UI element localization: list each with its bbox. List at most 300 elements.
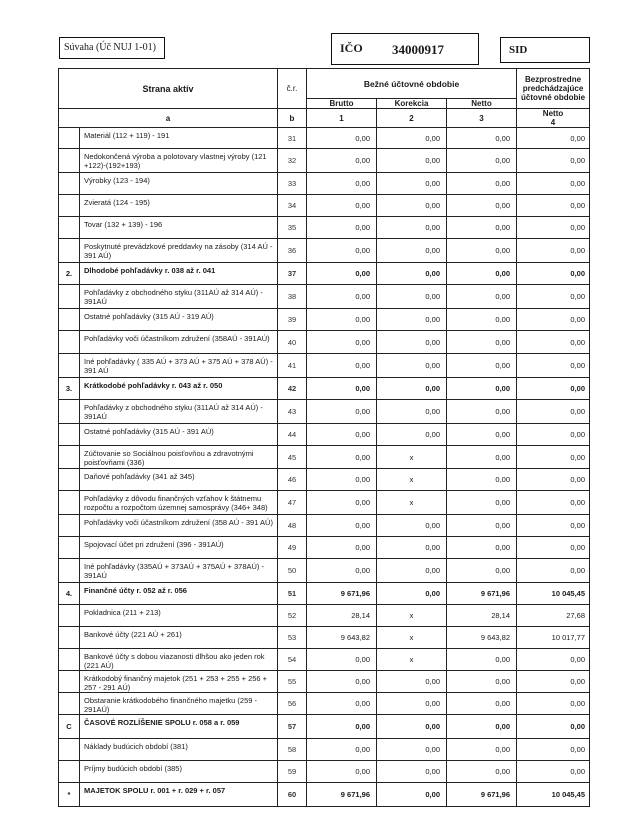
row-item-name: Príjmy budúcich období (385) [84,764,182,773]
row-brutto-cell [307,491,377,515]
row-section-number-cell [59,739,80,761]
table-row [59,605,590,627]
row-line-number-cell [278,739,307,761]
row-item-name-cell [80,149,278,173]
row-brutto-cell [307,515,377,537]
row-brutto: 9 671,96 [340,790,370,799]
row-netto-previous: 0,00 [570,543,586,552]
row-netto: 0,00 [495,269,511,278]
row-netto-cell [447,173,517,195]
row-netto-previous-cell [517,627,590,649]
table-row [59,693,590,715]
row-korekcia-cell [377,583,447,605]
row-brutto: 0,00 [355,315,370,324]
row-netto-cell [447,783,517,807]
row-netto-previous-cell [517,583,590,605]
header-netto: Netto [447,99,517,109]
row-netto-cell [447,446,517,469]
row-line-number: 60 [287,790,297,799]
row-netto: 0,00 [495,337,511,347]
row-netto-previous-cell [517,331,590,354]
row-netto: 0,00 [495,246,511,255]
row-item-name-cell [80,649,278,671]
row-brutto-cell [307,693,377,715]
row-section-number-cell [59,715,80,739]
row-netto: 0,00 [495,677,511,686]
row-item-name: Pohľadávky voči účastníkom združení (358AÚ - 391AÚ) [84,334,270,343]
row-netto-cell [447,149,517,173]
row-netto: 0,00 [495,655,511,664]
row-item-name-cell [80,559,278,583]
row-line-number-cell [278,783,307,807]
row-brutto-cell [307,469,377,491]
row-korekcia-cell [377,491,447,515]
row-section-number-cell [59,263,80,285]
row-section-number-cell [59,515,80,537]
row-netto: 9 671,96 [480,790,511,799]
header-row-number: č.r. [278,69,307,109]
row-line-number-cell [278,285,307,309]
row-section-number-cell [59,469,80,491]
row-netto-previous: 0,00 [570,156,586,165]
row-item-name-cell [80,605,278,627]
row-netto-cell [447,583,517,605]
row-line-number: 41 [287,361,297,370]
row-netto-previous-cell [517,761,590,783]
row-item-name: Materiál (112 + 119) - 191 [84,131,170,140]
row-netto-previous: 10 045,45 [551,790,586,799]
row-section-number-cell [59,285,80,309]
row-netto-previous: 0,00 [570,384,586,393]
row-brutto: 0,00 [355,475,370,484]
row-line-number-cell [278,491,307,515]
row-korekcia: 0,00 [425,745,440,754]
row-netto: 9 671,96 [480,589,511,598]
row-item-name: Iné pohľadávky (335AÚ + 373AÚ + 375AÚ + 378AÚ) - 391AÚ [84,562,265,580]
row-line-number: 46 [287,475,297,484]
table-row [59,354,590,378]
row-item-name-cell [80,627,278,649]
row-line-number-cell [278,649,307,671]
table-row [59,239,590,263]
row-line-number: 40 [287,337,297,347]
row-netto-previous-cell [517,285,590,309]
row-line-number-cell [278,671,307,693]
row-section-number-cell [59,761,80,783]
table-row [59,583,590,605]
row-korekcia-cell [377,331,447,354]
row-line-number-cell [278,331,307,354]
row-line-number-cell [278,446,307,469]
table-row [59,469,590,491]
row-netto-cell [447,761,517,783]
row-netto-previous: 0,00 [570,133,586,143]
row-korekcia: 0,00 [425,133,440,143]
row-korekcia-cell [377,627,447,649]
row-brutto-cell [307,627,377,649]
row-korekcia: 0,00 [425,223,440,232]
row-korekcia: 0,00 [425,566,440,575]
row-brutto: 0,00 [355,699,370,708]
row-item-name-cell [80,739,278,761]
row-netto: 0,00 [495,699,511,708]
row-netto: 0,00 [495,201,511,210]
row-line-number: 45 [287,452,297,462]
row-netto-previous-cell [517,239,590,263]
row-line-number-cell [278,693,307,715]
row-section-number: * [67,790,71,799]
row-line-number: 57 [287,722,297,731]
row-section-number-cell [59,649,80,671]
row-brutto-cell [307,761,377,783]
row-korekcia-cell [377,309,447,331]
table-row [59,649,590,671]
row-korekcia: 0,00 [425,246,440,255]
row-netto-cell [447,331,517,354]
row-netto-previous-cell [517,400,590,424]
row-brutto-cell [307,783,377,807]
row-netto-previous: 0,00 [570,407,586,416]
row-line-number-cell [278,583,307,605]
row-korekcia: 0,00 [425,315,440,324]
row-netto-cell [447,263,517,285]
table-row [59,128,590,149]
row-netto-previous-cell [517,559,590,583]
row-line-number-cell [278,424,307,446]
row-line-number-cell [278,469,307,491]
row-netto-cell [447,309,517,331]
index-a: a [59,109,278,128]
index-3: 3 [447,109,517,128]
row-brutto-cell [307,149,377,173]
row-line-number: 33 [287,179,297,188]
row-item-name-cell [80,693,278,715]
row-line-number: 49 [287,543,297,552]
row-netto-cell [447,378,517,400]
row-item-name-cell [80,715,278,739]
table-row [59,173,590,195]
row-brutto: 0,00 [355,543,370,552]
row-item-name-cell [80,285,278,309]
row-netto: 0,00 [495,430,511,439]
table-row [59,739,590,761]
row-netto-cell [447,128,517,149]
row-korekcia: x [409,633,414,642]
row-line-number-cell [278,128,307,149]
row-netto-cell [447,354,517,378]
row-line-number: 50 [287,566,297,575]
row-line-number: 59 [287,767,297,776]
row-brutto: 0,00 [355,384,370,393]
row-brutto: 0,00 [355,767,370,776]
row-line-number-cell [278,378,307,400]
row-korekcia: 0,00 [425,361,440,370]
row-netto-previous-cell [517,309,590,331]
row-korekcia: x [409,475,414,484]
table-row [59,217,590,239]
row-korekcia-cell [377,217,447,239]
row-netto-previous: 0,00 [570,269,586,278]
row-netto-previous: 0,00 [570,315,586,324]
row-netto-previous: 0,00 [570,699,586,708]
row-section-number-cell [59,671,80,693]
row-line-number-cell [278,715,307,739]
row-netto-cell [447,239,517,263]
row-netto-previous-cell [517,354,590,378]
table-row [59,285,590,309]
row-brutto: 0,00 [355,292,370,301]
row-netto-previous: 0,00 [570,722,586,731]
row-line-number: 32 [287,156,297,165]
row-brutto-cell [307,605,377,627]
row-item-name-cell [80,331,278,354]
table-row [59,627,590,649]
row-section-number-cell [59,195,80,217]
row-netto-previous-cell [517,263,590,285]
row-line-number-cell [278,761,307,783]
row-korekcia: x [409,655,414,664]
row-brutto: 0,00 [355,430,370,439]
row-line-number-cell [278,515,307,537]
row-item-name: Pohľadávky z obchodného styku (311AÚ až 314 AÚ) - 391AÚ [84,288,263,306]
table-row [59,149,590,173]
row-brutto: 0,00 [355,566,370,575]
row-netto-previous: 0,00 [570,498,586,507]
row-korekcia-cell [377,446,447,469]
row-line-number: 52 [287,611,297,620]
row-netto: 0,00 [495,566,511,575]
row-item-name-cell [80,469,278,491]
row-korekcia: 0,00 [425,767,440,776]
row-line-number: 34 [287,201,297,210]
row-netto-previous: 0,00 [570,566,586,575]
index-1: 1 [307,109,377,128]
row-netto-previous: 0,00 [570,677,586,686]
row-korekcia-cell [377,378,447,400]
row-netto-previous-cell [517,715,590,739]
row-korekcia-cell [377,128,447,149]
row-netto: 0,00 [495,498,511,507]
row-line-number: 35 [287,223,297,232]
row-korekcia: 0,00 [425,201,440,210]
row-brutto-cell [307,309,377,331]
row-korekcia: 0,00 [425,292,440,301]
table-row [59,491,590,515]
row-line-number-cell [278,195,307,217]
row-brutto-cell [307,400,377,424]
row-item-name: Pohľadávky z dôvodu finančných vzťahov k štátnemu rozpočtu a rozpočtom územnej samosprávy (346+ 348) [84,494,268,512]
row-section-number: 3. [65,384,73,393]
row-line-number-cell [278,354,307,378]
row-line-number-cell [278,537,307,559]
row-brutto-cell [307,195,377,217]
row-netto: 0,00 [495,156,511,165]
row-netto-previous-cell [517,515,590,537]
row-item-name-cell [80,239,278,263]
row-brutto: 9 643,82 [340,633,370,642]
row-item-name-cell [80,761,278,783]
row-korekcia-cell [377,354,447,378]
row-line-number: 38 [287,292,297,301]
row-section-number-cell [59,693,80,715]
row-netto-previous: 0,00 [570,452,586,462]
row-line-number: 53 [287,633,297,642]
row-netto-cell [447,559,517,583]
row-section-number-cell [59,491,80,515]
row-section-number: 2. [65,269,73,278]
row-section-number-cell [59,559,80,583]
row-line-number: 58 [287,745,297,754]
ico-value: 34000917 [392,42,444,57]
header-brutto: Brutto [307,99,377,109]
row-netto: 9 643,82 [480,633,511,642]
row-netto: 28,14 [491,611,511,620]
row-netto-previous-cell [517,783,590,807]
row-item-name-cell [80,263,278,285]
row-netto-previous: 0,00 [570,292,586,301]
row-section-number-cell [59,537,80,559]
row-section-number-cell [59,354,80,378]
table-row [59,195,590,217]
row-netto-previous: 10 017,77 [551,633,586,642]
row-brutto-cell [307,424,377,446]
row-brutto: 0,00 [355,677,370,686]
table-body [59,128,590,807]
row-brutto: 0,00 [355,201,370,210]
row-item-name-cell [80,537,278,559]
row-netto-cell [447,400,517,424]
row-brutto: 0,00 [355,452,370,462]
table-row [59,424,590,446]
row-line-number-cell [278,627,307,649]
row-section-number-cell [59,605,80,627]
row-section-number-cell [59,331,80,354]
row-korekcia: 0,00 [425,722,440,731]
row-brutto-cell [307,285,377,309]
row-brutto: 0,00 [355,521,370,530]
row-line-number: 44 [287,430,297,439]
row-korekcia-cell [377,424,447,446]
row-item-name-cell [80,491,278,515]
row-line-number: 36 [287,246,297,255]
row-line-number-cell [278,605,307,627]
row-brutto: 0,00 [355,498,370,507]
row-section-number-cell [59,783,80,807]
row-item-name: Pohľadávky voči účastníkom združení (358 AÚ - 391 AÚ) [84,518,273,527]
row-netto-cell [447,469,517,491]
row-netto-previous-cell [517,217,590,239]
row-korekcia-cell [377,469,447,491]
row-section-number-cell [59,173,80,195]
index-b: b [278,109,307,128]
row-section-number-cell [59,627,80,649]
row-item-name-cell [80,309,278,331]
row-section-number-cell [59,217,80,239]
row-netto-previous-cell [517,378,590,400]
header-korekcia: Korekcia [377,99,447,109]
table-row [59,559,590,583]
row-netto-previous-cell [517,649,590,671]
row-netto-cell [447,491,517,515]
row-netto-cell [447,649,517,671]
row-item-name-cell [80,354,278,378]
row-line-number: 31 [287,133,297,143]
row-brutto: 0,00 [355,269,370,278]
row-korekcia-cell [377,239,447,263]
row-korekcia: 0,00 [425,179,440,188]
sid-box [500,37,590,63]
row-korekcia-cell [377,739,447,761]
row-korekcia: x [409,611,414,620]
row-korekcia-cell [377,715,447,739]
row-item-name-cell [80,128,278,149]
row-netto-cell [447,424,517,446]
row-brutto-cell [307,378,377,400]
row-item-name: Poskytnuté prevádzkové preddavky na zásoby (314 AÚ - 391 AÚ) [84,242,273,260]
row-line-number: 48 [287,521,297,530]
row-item-name: Zvieratá (124 - 195) [84,198,150,207]
row-brutto: 0,00 [355,655,370,664]
row-item-name-cell [80,671,278,693]
row-netto-previous-cell [517,491,590,515]
row-item-name: Finančné účty r. 052 až r. 056 [84,586,187,595]
row-section-number: 4. [65,589,73,598]
row-line-number: 37 [287,269,297,278]
row-line-number: 56 [287,699,297,708]
row-item-name: Spojovací účet pri združení (396 - 391AÚ) [84,540,224,549]
header-netto-prev-label: Netto [542,109,564,118]
ico-box [331,33,479,65]
row-item-name: Náklady budúcich období (381) [84,742,188,751]
row-korekcia: 0,00 [425,589,440,598]
row-korekcia-cell [377,515,447,537]
row-line-number: 55 [287,677,297,686]
row-item-name: Daňové pohľadávky (341 až 345) [84,472,195,481]
row-korekcia-cell [377,761,447,783]
row-netto-cell [447,537,517,559]
row-netto: 0,00 [495,452,511,462]
row-netto-previous: 0,00 [570,223,586,232]
balance-sheet-assets-table [58,68,590,807]
table-row [59,515,590,537]
row-item-name: Pokladnica (211 + 213) [84,608,161,617]
row-korekcia: 0,00 [425,790,440,799]
table-row [59,263,590,285]
header-netto-previous [517,109,590,128]
row-brutto: 0,00 [355,407,370,416]
row-korekcia-cell [377,783,447,807]
row-korekcia: 0,00 [425,543,440,552]
row-korekcia-cell [377,605,447,627]
row-line-number: 42 [287,384,297,393]
row-netto: 0,00 [495,361,511,370]
row-korekcia: 0,00 [425,677,440,686]
row-korekcia: x [409,452,414,462]
row-item-name-cell [80,378,278,400]
row-section-number-cell [59,239,80,263]
row-brutto-cell [307,649,377,671]
row-netto: 0,00 [495,384,511,393]
row-item-name: Bankové účty s dobou viazanosti dlhšou ako jeden rok (221 AÚ) [84,652,265,670]
row-korekcia: 0,00 [425,156,440,165]
row-netto-previous-cell [517,424,590,446]
row-item-name: Bankové účty (221 AÚ + 261) [84,630,182,639]
row-netto-cell [447,515,517,537]
row-brutto-cell [307,331,377,354]
row-brutto-cell [307,583,377,605]
row-korekcia-cell [377,671,447,693]
row-netto-previous-cell [517,173,590,195]
